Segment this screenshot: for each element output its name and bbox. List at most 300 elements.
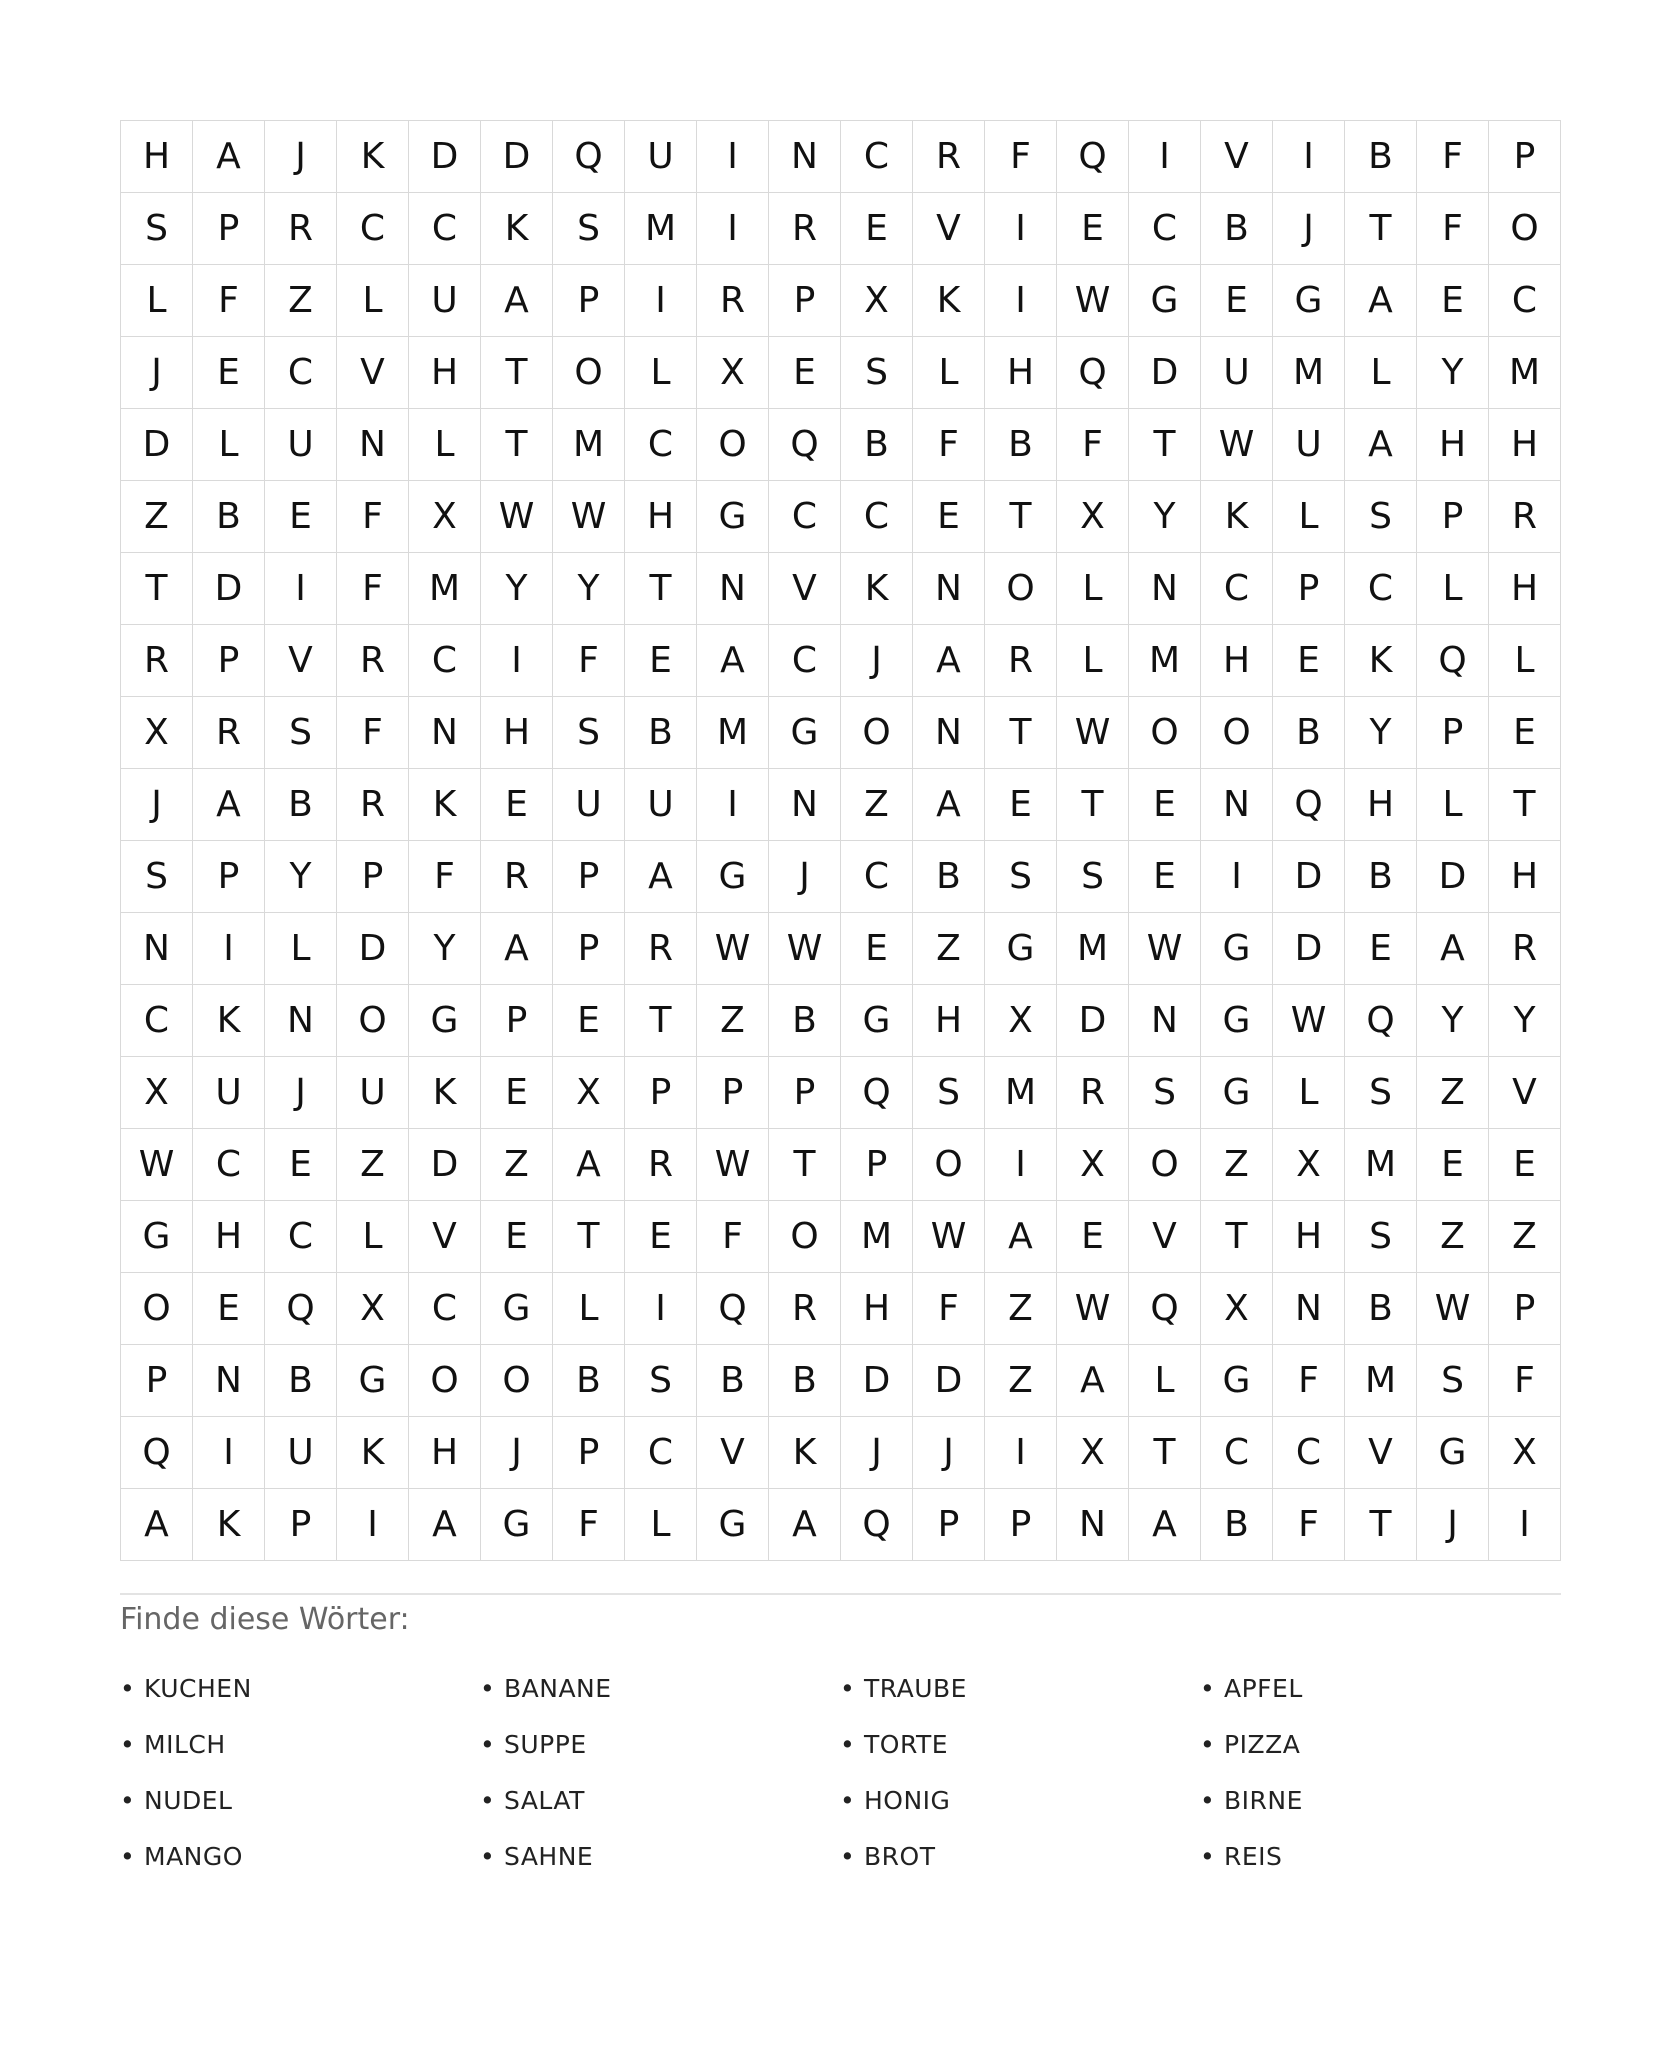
grid-cell[interactable]: I	[697, 769, 769, 841]
grid-cell[interactable]: J	[769, 841, 841, 913]
grid-cell[interactable]: A	[913, 769, 985, 841]
grid-cell[interactable]: B	[1273, 697, 1345, 769]
grid-cell[interactable]: H	[409, 337, 481, 409]
grid-cell[interactable]: P	[1489, 121, 1561, 193]
grid-cell[interactable]: T	[1345, 193, 1417, 265]
grid-cell[interactable]: M	[1345, 1345, 1417, 1417]
grid-cell[interactable]: T	[625, 985, 697, 1057]
grid-cell[interactable]: P	[481, 985, 553, 1057]
grid-cell[interactable]: J	[913, 1417, 985, 1489]
grid-cell[interactable]: E	[1417, 265, 1489, 337]
grid-cell[interactable]: D	[337, 913, 409, 985]
grid-cell[interactable]: T	[1201, 1201, 1273, 1273]
grid-cell[interactable]: C	[1489, 265, 1561, 337]
grid-cell[interactable]: P	[553, 913, 625, 985]
grid-cell[interactable]: N	[1129, 553, 1201, 625]
grid-cell[interactable]: Y	[1129, 481, 1201, 553]
grid-cell[interactable]: C	[409, 1273, 481, 1345]
grid-cell[interactable]: X	[121, 697, 193, 769]
grid-cell[interactable]: J	[121, 337, 193, 409]
grid-cell[interactable]: M	[409, 553, 481, 625]
grid-cell[interactable]: A	[481, 913, 553, 985]
grid-cell[interactable]: S	[121, 193, 193, 265]
grid-cell[interactable]: G	[1273, 265, 1345, 337]
grid-cell[interactable]: R	[265, 193, 337, 265]
grid-cell[interactable]: A	[1057, 1345, 1129, 1417]
grid-cell[interactable]: Y	[1417, 337, 1489, 409]
grid-cell[interactable]: U	[1273, 409, 1345, 481]
grid-cell[interactable]: Z	[985, 1273, 1057, 1345]
grid-cell[interactable]: G	[841, 985, 913, 1057]
grid-cell[interactable]: I	[265, 553, 337, 625]
grid-cell[interactable]: H	[1417, 409, 1489, 481]
grid-cell[interactable]: K	[1345, 625, 1417, 697]
grid-cell[interactable]: N	[1129, 985, 1201, 1057]
grid-cell[interactable]: I	[985, 1129, 1057, 1201]
grid-cell[interactable]: Q	[1129, 1273, 1201, 1345]
grid-cell[interactable]: N	[1057, 1489, 1129, 1561]
grid-cell[interactable]: V	[265, 625, 337, 697]
grid-cell[interactable]: F	[409, 841, 481, 913]
grid-cell[interactable]: W	[1057, 265, 1129, 337]
grid-cell[interactable]: G	[697, 481, 769, 553]
grid-cell[interactable]: F	[337, 553, 409, 625]
grid-cell[interactable]: K	[841, 553, 913, 625]
grid-cell[interactable]: S	[553, 697, 625, 769]
grid-cell[interactable]: G	[697, 841, 769, 913]
grid-cell[interactable]: L	[337, 265, 409, 337]
grid-cell[interactable]: D	[1417, 841, 1489, 913]
grid-cell[interactable]: V	[1489, 1057, 1561, 1129]
grid-cell[interactable]: L	[1129, 1345, 1201, 1417]
grid-cell[interactable]: F	[1057, 409, 1129, 481]
grid-cell[interactable]: P	[337, 841, 409, 913]
grid-cell[interactable]: R	[913, 121, 985, 193]
grid-cell[interactable]: N	[697, 553, 769, 625]
grid-cell[interactable]: Y	[1489, 985, 1561, 1057]
grid-cell[interactable]: Y	[409, 913, 481, 985]
grid-cell[interactable]: S	[121, 841, 193, 913]
grid-cell[interactable]: X	[1201, 1273, 1273, 1345]
grid-cell[interactable]: D	[193, 553, 265, 625]
grid-cell[interactable]: A	[1417, 913, 1489, 985]
grid-cell[interactable]: J	[481, 1417, 553, 1489]
grid-cell[interactable]: R	[481, 841, 553, 913]
grid-cell[interactable]: M	[625, 193, 697, 265]
grid-cell[interactable]: J	[841, 625, 913, 697]
grid-cell[interactable]: L	[121, 265, 193, 337]
grid-cell[interactable]: M	[1489, 337, 1561, 409]
grid-cell[interactable]: A	[409, 1489, 481, 1561]
grid-cell[interactable]: S	[1345, 1201, 1417, 1273]
grid-cell[interactable]: B	[1201, 1489, 1273, 1561]
grid-cell[interactable]: E	[1273, 625, 1345, 697]
grid-cell[interactable]: H	[625, 481, 697, 553]
grid-cell[interactable]: Z	[121, 481, 193, 553]
grid-cell[interactable]: F	[913, 1273, 985, 1345]
grid-cell[interactable]: A	[625, 841, 697, 913]
grid-cell[interactable]: X	[697, 337, 769, 409]
grid-cell[interactable]: E	[1489, 697, 1561, 769]
grid-cell[interactable]: M	[1345, 1129, 1417, 1201]
grid-cell[interactable]: Z	[985, 1345, 1057, 1417]
grid-cell[interactable]: A	[985, 1201, 1057, 1273]
grid-cell[interactable]: Q	[1057, 337, 1129, 409]
grid-cell[interactable]: T	[985, 481, 1057, 553]
grid-cell[interactable]: W	[769, 913, 841, 985]
grid-cell[interactable]: E	[1129, 841, 1201, 913]
grid-cell[interactable]: G	[769, 697, 841, 769]
grid-cell[interactable]: E	[1129, 769, 1201, 841]
grid-cell[interactable]: N	[193, 1345, 265, 1417]
grid-cell[interactable]: I	[193, 913, 265, 985]
grid-cell[interactable]: M	[553, 409, 625, 481]
grid-cell[interactable]: P	[697, 1057, 769, 1129]
grid-cell[interactable]: A	[193, 769, 265, 841]
grid-cell[interactable]: J	[841, 1417, 913, 1489]
grid-cell[interactable]: Q	[841, 1057, 913, 1129]
grid-cell[interactable]: B	[553, 1345, 625, 1417]
grid-cell[interactable]: D	[1057, 985, 1129, 1057]
grid-cell[interactable]: P	[553, 841, 625, 913]
grid-cell[interactable]: J	[121, 769, 193, 841]
grid-cell[interactable]: U	[193, 1057, 265, 1129]
grid-cell[interactable]: P	[985, 1489, 1057, 1561]
grid-cell[interactable]: B	[265, 769, 337, 841]
grid-cell[interactable]: G	[985, 913, 1057, 985]
grid-cell[interactable]: F	[913, 409, 985, 481]
grid-cell[interactable]: L	[1273, 1057, 1345, 1129]
grid-cell[interactable]: R	[1489, 481, 1561, 553]
grid-cell[interactable]: B	[913, 841, 985, 913]
grid-cell[interactable]: I	[1201, 841, 1273, 913]
grid-cell[interactable]: O	[1129, 1129, 1201, 1201]
grid-cell[interactable]: R	[337, 625, 409, 697]
grid-cell[interactable]: V	[409, 1201, 481, 1273]
grid-cell[interactable]: S	[985, 841, 1057, 913]
grid-cell[interactable]: H	[409, 1417, 481, 1489]
grid-cell[interactable]: D	[1273, 841, 1345, 913]
grid-cell[interactable]: C	[625, 1417, 697, 1489]
grid-cell[interactable]: E	[1489, 1129, 1561, 1201]
grid-cell[interactable]: G	[1201, 1345, 1273, 1417]
grid-cell[interactable]: I	[625, 265, 697, 337]
grid-cell[interactable]: J	[265, 121, 337, 193]
grid-cell[interactable]: T	[625, 553, 697, 625]
grid-cell[interactable]: W	[1417, 1273, 1489, 1345]
grid-cell[interactable]: Z	[337, 1129, 409, 1201]
grid-cell[interactable]: G	[1417, 1417, 1489, 1489]
grid-cell[interactable]: C	[841, 121, 913, 193]
grid-cell[interactable]: F	[553, 625, 625, 697]
grid-cell[interactable]: F	[193, 265, 265, 337]
grid-cell[interactable]: I	[985, 193, 1057, 265]
grid-cell[interactable]: E	[841, 913, 913, 985]
grid-cell[interactable]: Y	[481, 553, 553, 625]
grid-cell[interactable]: I	[193, 1417, 265, 1489]
grid-cell[interactable]: C	[265, 337, 337, 409]
grid-cell[interactable]: W	[1129, 913, 1201, 985]
grid-cell[interactable]: L	[1489, 625, 1561, 697]
grid-cell[interactable]: F	[1417, 193, 1489, 265]
grid-cell[interactable]: C	[1201, 553, 1273, 625]
grid-cell[interactable]: N	[913, 553, 985, 625]
grid-cell[interactable]: S	[625, 1345, 697, 1417]
grid-cell[interactable]: D	[1129, 337, 1201, 409]
grid-cell[interactable]: F	[985, 121, 1057, 193]
grid-cell[interactable]: N	[769, 769, 841, 841]
grid-cell[interactable]: W	[1273, 985, 1345, 1057]
grid-cell[interactable]: E	[265, 1129, 337, 1201]
grid-cell[interactable]: C	[1273, 1417, 1345, 1489]
grid-cell[interactable]: P	[1273, 553, 1345, 625]
grid-cell[interactable]: X	[1057, 481, 1129, 553]
grid-cell[interactable]: B	[265, 1345, 337, 1417]
grid-cell[interactable]: W	[697, 913, 769, 985]
grid-cell[interactable]: K	[1201, 481, 1273, 553]
grid-cell[interactable]: W	[481, 481, 553, 553]
grid-cell[interactable]: L	[265, 913, 337, 985]
grid-cell[interactable]: T	[1057, 769, 1129, 841]
grid-cell[interactable]: M	[841, 1201, 913, 1273]
grid-cell[interactable]: N	[769, 121, 841, 193]
grid-cell[interactable]: O	[1489, 193, 1561, 265]
grid-cell[interactable]: P	[121, 1345, 193, 1417]
grid-cell[interactable]: B	[1345, 841, 1417, 913]
grid-cell[interactable]: N	[337, 409, 409, 481]
grid-cell[interactable]: I	[1489, 1489, 1561, 1561]
grid-cell[interactable]: B	[841, 409, 913, 481]
grid-cell[interactable]: G	[1201, 913, 1273, 985]
grid-cell[interactable]: A	[769, 1489, 841, 1561]
grid-cell[interactable]: N	[265, 985, 337, 1057]
grid-cell[interactable]: O	[481, 1345, 553, 1417]
grid-cell[interactable]: C	[1345, 553, 1417, 625]
grid-cell[interactable]: E	[193, 1273, 265, 1345]
grid-cell[interactable]: M	[985, 1057, 1057, 1129]
grid-cell[interactable]: A	[481, 265, 553, 337]
grid-cell[interactable]: C	[841, 481, 913, 553]
grid-cell[interactable]: L	[1057, 625, 1129, 697]
grid-cell[interactable]: E	[481, 1057, 553, 1129]
grid-cell[interactable]: M	[1129, 625, 1201, 697]
grid-cell[interactable]: C	[1129, 193, 1201, 265]
grid-cell[interactable]: Z	[697, 985, 769, 1057]
grid-cell[interactable]: C	[1201, 1417, 1273, 1489]
grid-cell[interactable]: A	[697, 625, 769, 697]
grid-cell[interactable]: U	[553, 769, 625, 841]
grid-cell[interactable]: N	[1201, 769, 1273, 841]
grid-cell[interactable]: P	[553, 1417, 625, 1489]
grid-cell[interactable]: Y	[265, 841, 337, 913]
grid-cell[interactable]: G	[409, 985, 481, 1057]
grid-cell[interactable]: U	[265, 409, 337, 481]
grid-cell[interactable]: I	[625, 1273, 697, 1345]
grid-cell[interactable]: G	[1201, 985, 1273, 1057]
grid-cell[interactable]: K	[337, 121, 409, 193]
grid-cell[interactable]: H	[121, 121, 193, 193]
grid-cell[interactable]: O	[1129, 697, 1201, 769]
grid-cell[interactable]: S	[1057, 841, 1129, 913]
grid-cell[interactable]: X	[841, 265, 913, 337]
grid-cell[interactable]: A	[913, 625, 985, 697]
grid-cell[interactable]: N	[1273, 1273, 1345, 1345]
grid-cell[interactable]: A	[553, 1129, 625, 1201]
grid-cell[interactable]: H	[1345, 769, 1417, 841]
grid-cell[interactable]: W	[553, 481, 625, 553]
grid-cell[interactable]: X	[1057, 1129, 1129, 1201]
grid-cell[interactable]: L	[193, 409, 265, 481]
grid-cell[interactable]: M	[697, 697, 769, 769]
grid-cell[interactable]: E	[1057, 1201, 1129, 1273]
grid-cell[interactable]: H	[985, 337, 1057, 409]
grid-cell[interactable]: A	[1345, 265, 1417, 337]
grid-cell[interactable]: U	[1201, 337, 1273, 409]
grid-cell[interactable]: S	[1129, 1057, 1201, 1129]
grid-cell[interactable]: V	[913, 193, 985, 265]
grid-cell[interactable]: X	[1057, 1417, 1129, 1489]
grid-cell[interactable]: V	[1201, 121, 1273, 193]
grid-cell[interactable]: H	[841, 1273, 913, 1345]
grid-cell[interactable]: Z	[481, 1129, 553, 1201]
grid-cell[interactable]: K	[193, 985, 265, 1057]
grid-cell[interactable]: C	[265, 1201, 337, 1273]
grid-cell[interactable]: P	[193, 841, 265, 913]
grid-cell[interactable]: G	[481, 1273, 553, 1345]
grid-cell[interactable]: C	[769, 625, 841, 697]
grid-cell[interactable]: Q	[1057, 121, 1129, 193]
grid-cell[interactable]: M	[1057, 913, 1129, 985]
grid-cell[interactable]: L	[337, 1201, 409, 1273]
grid-cell[interactable]: W	[1057, 697, 1129, 769]
grid-cell[interactable]: Y	[1417, 985, 1489, 1057]
grid-cell[interactable]: Z	[1201, 1129, 1273, 1201]
grid-cell[interactable]: Q	[1345, 985, 1417, 1057]
grid-cell[interactable]: O	[697, 409, 769, 481]
grid-cell[interactable]: R	[121, 625, 193, 697]
grid-cell[interactable]: X	[985, 985, 1057, 1057]
grid-cell[interactable]: F	[337, 481, 409, 553]
grid-cell[interactable]: D	[841, 1345, 913, 1417]
grid-cell[interactable]: P	[1417, 697, 1489, 769]
grid-cell[interactable]: F	[1489, 1345, 1561, 1417]
grid-cell[interactable]: H	[1489, 553, 1561, 625]
grid-cell[interactable]: C	[409, 625, 481, 697]
grid-cell[interactable]: I	[985, 1417, 1057, 1489]
grid-cell[interactable]: Q	[553, 121, 625, 193]
grid-cell[interactable]: C	[625, 409, 697, 481]
grid-cell[interactable]: I	[697, 121, 769, 193]
grid-cell[interactable]: Q	[1417, 625, 1489, 697]
grid-cell[interactable]: H	[1489, 409, 1561, 481]
grid-cell[interactable]: R	[985, 625, 1057, 697]
grid-cell[interactable]: T	[985, 697, 1057, 769]
grid-cell[interactable]: X	[1273, 1129, 1345, 1201]
grid-cell[interactable]: Y	[1345, 697, 1417, 769]
grid-cell[interactable]: P	[913, 1489, 985, 1561]
grid-cell[interactable]: J	[265, 1057, 337, 1129]
grid-cell[interactable]: P	[769, 265, 841, 337]
grid-cell[interactable]: E	[193, 337, 265, 409]
grid-cell[interactable]: L	[1417, 769, 1489, 841]
grid-cell[interactable]: B	[769, 985, 841, 1057]
grid-cell[interactable]: E	[913, 481, 985, 553]
grid-cell[interactable]: R	[337, 769, 409, 841]
grid-cell[interactable]: L	[913, 337, 985, 409]
grid-cell[interactable]: I	[985, 265, 1057, 337]
grid-cell[interactable]: Z	[1417, 1057, 1489, 1129]
grid-cell[interactable]: S	[265, 697, 337, 769]
grid-cell[interactable]: E	[481, 769, 553, 841]
grid-cell[interactable]: W	[913, 1201, 985, 1273]
grid-cell[interactable]: Z	[1417, 1201, 1489, 1273]
grid-cell[interactable]: E	[769, 337, 841, 409]
grid-cell[interactable]: Q	[1273, 769, 1345, 841]
grid-cell[interactable]: I	[697, 193, 769, 265]
grid-cell[interactable]: B	[1345, 121, 1417, 193]
grid-cell[interactable]: D	[1273, 913, 1345, 985]
grid-cell[interactable]: X	[409, 481, 481, 553]
grid-cell[interactable]: P	[1489, 1273, 1561, 1345]
grid-cell[interactable]: O	[841, 697, 913, 769]
grid-cell[interactable]: I	[481, 625, 553, 697]
grid-cell[interactable]: D	[481, 121, 553, 193]
grid-cell[interactable]: T	[769, 1129, 841, 1201]
grid-cell[interactable]: R	[769, 193, 841, 265]
grid-cell[interactable]: C	[193, 1129, 265, 1201]
grid-cell[interactable]: L	[1273, 481, 1345, 553]
grid-cell[interactable]: T	[553, 1201, 625, 1273]
grid-cell[interactable]: Q	[841, 1489, 913, 1561]
grid-cell[interactable]: D	[409, 1129, 481, 1201]
grid-cell[interactable]: E	[1345, 913, 1417, 985]
grid-cell[interactable]: R	[697, 265, 769, 337]
grid-cell[interactable]: S	[841, 337, 913, 409]
grid-cell[interactable]: T	[481, 337, 553, 409]
grid-cell[interactable]: C	[769, 481, 841, 553]
grid-cell[interactable]: M	[1273, 337, 1345, 409]
grid-cell[interactable]: G	[481, 1489, 553, 1561]
grid-cell[interactable]: E	[1201, 265, 1273, 337]
grid-cell[interactable]: E	[841, 193, 913, 265]
grid-cell[interactable]: B	[985, 409, 1057, 481]
grid-cell[interactable]: B	[625, 697, 697, 769]
grid-cell[interactable]: T	[1489, 769, 1561, 841]
grid-cell[interactable]: U	[625, 121, 697, 193]
grid-cell[interactable]: A	[121, 1489, 193, 1561]
grid-cell[interactable]: P	[841, 1129, 913, 1201]
grid-cell[interactable]: W	[1057, 1273, 1129, 1345]
grid-cell[interactable]: C	[337, 193, 409, 265]
grid-cell[interactable]: E	[625, 625, 697, 697]
grid-cell[interactable]: L	[625, 337, 697, 409]
grid-cell[interactable]: S	[913, 1057, 985, 1129]
grid-cell[interactable]: O	[121, 1273, 193, 1345]
grid-cell[interactable]: L	[625, 1489, 697, 1561]
grid-cell[interactable]: S	[1417, 1345, 1489, 1417]
grid-cell[interactable]: P	[769, 1057, 841, 1129]
grid-cell[interactable]: F	[1273, 1345, 1345, 1417]
grid-cell[interactable]: H	[1489, 841, 1561, 913]
grid-cell[interactable]: V	[1345, 1417, 1417, 1489]
grid-cell[interactable]: R	[1489, 913, 1561, 985]
grid-cell[interactable]: H	[1273, 1201, 1345, 1273]
grid-cell[interactable]: V	[337, 337, 409, 409]
grid-cell[interactable]: X	[121, 1057, 193, 1129]
grid-cell[interactable]: Z	[265, 265, 337, 337]
grid-cell[interactable]: B	[1201, 193, 1273, 265]
grid-cell[interactable]: F	[1417, 121, 1489, 193]
